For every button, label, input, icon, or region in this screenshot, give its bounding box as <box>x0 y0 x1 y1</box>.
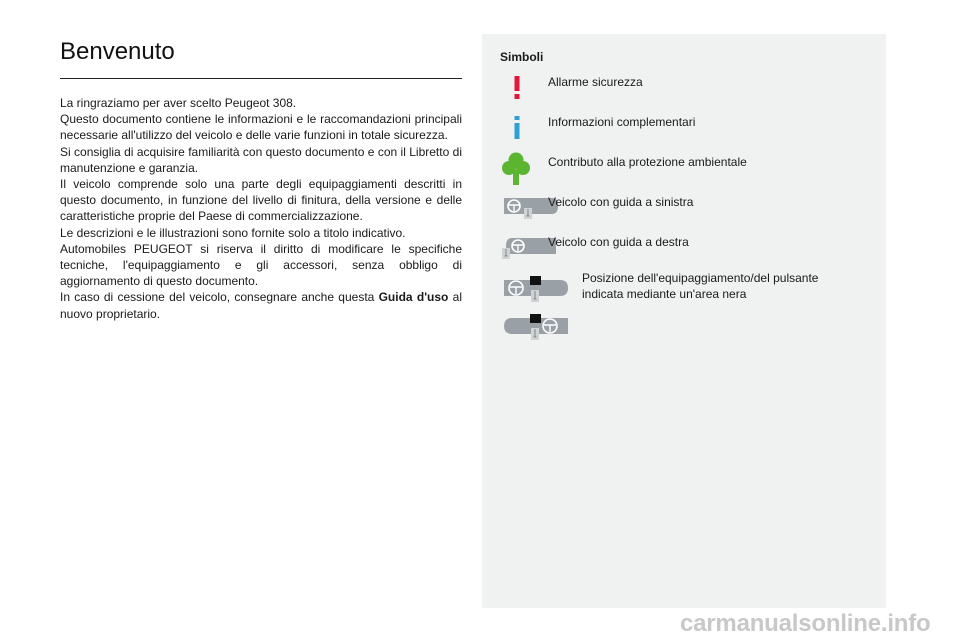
intro-paragraph: Automobiles PEUGEOT si riserva il diritto di modificare le specifiche tecniche, l'equipaggiamento e gli accessori, senza obbligo di aggiornamento di questo documento. <box>60 241 462 289</box>
symbols-panel <box>482 34 886 608</box>
welcome-section <box>60 36 462 322</box>
intro-paragraph: Le descrizioni e le illustrazioni sono fornite solo a titolo indicativo. <box>60 225 406 240</box>
page-title: Benvenuto <box>60 38 175 65</box>
tree-icon <box>502 152 530 186</box>
intro-paragraph-last <box>60 289 462 321</box>
title-divider <box>60 78 462 79</box>
intro-text <box>60 95 462 322</box>
symbol-label: Allarme sicurezza <box>548 75 643 89</box>
symbol-label: Contributo alla protezione ambientale <box>548 155 747 169</box>
symbol-row-right-hand-drive <box>482 232 886 268</box>
symbol-row-left-hand-drive <box>482 192 886 228</box>
symbol-row-environment <box>482 152 886 188</box>
symbol-row-info <box>482 114 886 144</box>
watermark: carmanualsonline.info <box>680 610 931 637</box>
symbol-label: Informazioni complementari <box>548 115 696 129</box>
symbol-label: Posizione dell'equipaggiamento/del pulsante indicata mediante un'area nera <box>582 271 819 301</box>
symbols-title: Simboli <box>500 50 544 64</box>
intro-paragraph: Il veicolo comprende solo una parte degli equipaggiamenti descritti in questo documento, in funzione del livello di finitura, della versione e delle caratteristiche proprie del Paese di commercializzazione. <box>60 177 462 224</box>
symbol-label: Veicolo con guida a sinistra <box>548 195 694 209</box>
equipment-position-rhd-icon <box>502 312 572 342</box>
intro-text-before: In caso di cessione del veicolo, consegnare anche questa <box>60 290 379 305</box>
symbol-label: Veicolo con guida a destra <box>548 235 689 249</box>
intro-paragraph: Questo documento contiene le informazioni e le raccomandazioni principali necessarie all'utilizzo del veicolo e delle varie funzioni in totale sicurezza. <box>60 112 462 143</box>
symbol-row-equipment-position <box>482 270 886 380</box>
info-icon <box>510 116 524 140</box>
guide-name: Guida d'uso <box>378 290 449 305</box>
symbol-row-safety-alarm <box>482 74 886 104</box>
intro-paragraph: La ringraziamo per aver scelto Peugeot 308. <box>60 96 297 110</box>
exclamation-icon <box>510 76 524 100</box>
intro-text-after: al nuovo proprietario. <box>60 290 462 321</box>
equipment-position-lhd-icon <box>502 274 572 304</box>
intro-paragraph: Si consiglia di acquisire familiarità con questo documento e con il Libretto di manutenzione e garanzia. <box>60 144 462 175</box>
